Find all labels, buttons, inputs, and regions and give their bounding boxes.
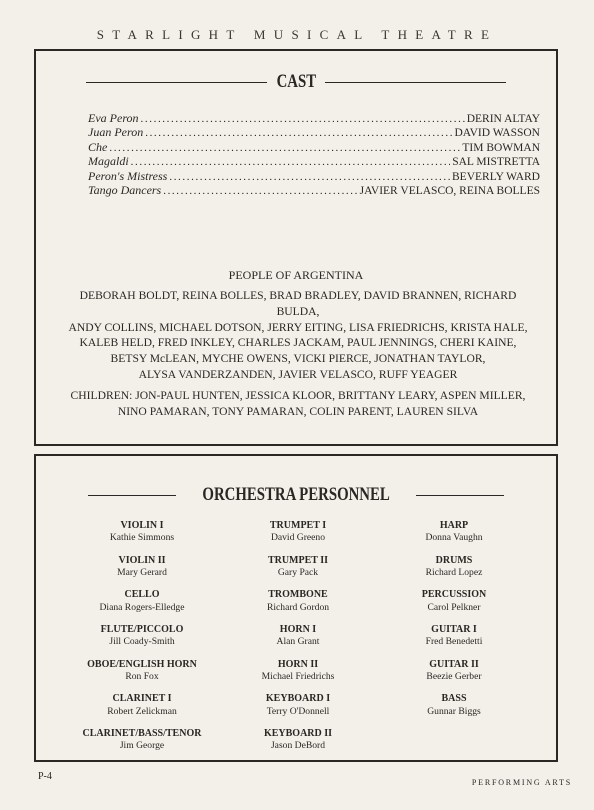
children-names bbox=[66, 388, 530, 420]
instrument-name: TRUMPET II bbox=[267, 554, 329, 566]
player-name: Donna Vaughn bbox=[425, 532, 483, 544]
instrument-name: CLARINET/BASS/TENOR bbox=[82, 728, 202, 740]
role-name: Juan Peron bbox=[88, 125, 144, 140]
instrument-entry bbox=[62, 589, 222, 614]
player-name: Jason DeBord bbox=[270, 740, 326, 752]
leader-dots bbox=[141, 112, 465, 126]
player-name: Jill Coady-Smith bbox=[109, 636, 175, 648]
instrument-entry bbox=[374, 589, 534, 614]
actor-name: JAVIER VELASCO, REINA BOLLES bbox=[359, 184, 540, 197]
orchestra-section bbox=[34, 454, 558, 762]
orchestra-title: ORCHESTRA PERSONNEL bbox=[202, 484, 390, 505]
instrument-name: KEYBOARD II bbox=[263, 728, 333, 740]
instrument-name: HORN I bbox=[279, 624, 317, 636]
actor-name: BEVERLY WARD bbox=[452, 170, 540, 183]
instrument-entry bbox=[374, 520, 534, 545]
player-name: Fred Benedetti bbox=[425, 636, 483, 648]
instrument-entry bbox=[62, 555, 222, 580]
player-name: Ron Fox bbox=[125, 671, 159, 683]
role-row bbox=[88, 111, 540, 125]
instrument-name: DRUMS bbox=[435, 554, 473, 566]
instrument-entry bbox=[218, 728, 378, 753]
player-name: Kathie Simmons bbox=[109, 532, 175, 544]
instrument-name: HORN II bbox=[277, 658, 319, 670]
instrument-entry bbox=[218, 520, 378, 545]
player-name: Richard Gordon bbox=[266, 601, 330, 613]
publication-name: PERFORMING ARTS bbox=[471, 778, 572, 787]
instrument-name: GUITAR I bbox=[431, 624, 477, 636]
instrument-entry bbox=[218, 624, 378, 649]
title-rule-right bbox=[325, 82, 506, 83]
player-name: Gunnar Biggs bbox=[427, 705, 481, 717]
instrument-name: CELLO bbox=[124, 589, 160, 601]
role-row bbox=[88, 169, 540, 183]
instrument-name: FLUTE/PICCOLO bbox=[100, 624, 184, 636]
instrument-name: OBOE/ENGLISH HORN bbox=[87, 658, 197, 670]
instrument-entry bbox=[62, 520, 222, 545]
instrument-entry bbox=[218, 555, 378, 580]
role-name: Eva Peron bbox=[88, 111, 139, 125]
instrument-name: KEYBOARD I bbox=[265, 693, 331, 705]
actor-name: DERIN ALTAY bbox=[466, 113, 540, 125]
instrument-name: TROMBONE bbox=[268, 589, 328, 601]
orchestra-column-1 bbox=[62, 520, 222, 763]
orchestra-column-2 bbox=[218, 520, 378, 763]
orchestra-column-3 bbox=[374, 520, 534, 728]
children-line: NINO PAMARAN, TONY PAMARAN, COLIN PARENT, LAUREN SILVA bbox=[117, 404, 479, 418]
instrument-name: VIOLIN II bbox=[118, 554, 166, 566]
title-rule-right bbox=[416, 495, 504, 496]
leader-dots bbox=[109, 141, 460, 155]
role-name: Tango Dancers bbox=[88, 182, 162, 197]
role-name: Che bbox=[88, 139, 108, 154]
instrument-name: CLARINET I bbox=[112, 693, 172, 705]
role-list bbox=[88, 111, 540, 197]
player-name: Robert Zelickman bbox=[107, 705, 177, 717]
title-rule-left bbox=[86, 82, 267, 83]
player-name: Mary Gerard bbox=[117, 566, 167, 578]
player-name: Richard Lopez bbox=[425, 566, 483, 578]
cast-title-row bbox=[86, 71, 506, 93]
actor-name: DAVID WASSON bbox=[454, 127, 540, 140]
cast-title: CAST bbox=[276, 71, 316, 92]
actor-name: SAL MISTRETTA bbox=[452, 156, 540, 169]
actor-name: TIM BOWMAN bbox=[462, 141, 540, 154]
leader-dots bbox=[163, 184, 357, 198]
people-line: BETSY McLEAN, MYCHE OWENS, VICKI PIERCE, JONATHAN TAYLOR, bbox=[110, 352, 486, 366]
instrument-entry bbox=[218, 589, 378, 614]
instrument-entry bbox=[218, 693, 378, 718]
instrument-name: PERCUSSION bbox=[421, 589, 487, 601]
player-name: Michael Friedrichs bbox=[261, 671, 335, 683]
people-names bbox=[66, 288, 530, 383]
people-line: ALYSA VANDERZANDEN, JAVIER VELASCO, RUFF YEAGER bbox=[138, 367, 458, 381]
player-name: Gary Pack bbox=[277, 566, 319, 578]
leader-dots bbox=[131, 155, 451, 169]
people-line: ANDY COLLINS, MICHAEL DOTSON, JERRY EITING, LISA FRIEDRICHS, KRISTA HALE, bbox=[68, 320, 528, 334]
cast-section bbox=[34, 49, 558, 446]
player-name: Terry O'Donnell bbox=[266, 705, 330, 717]
title-rule-left bbox=[88, 495, 176, 496]
player-name: Carol Pelkner bbox=[427, 601, 481, 613]
role-row bbox=[88, 154, 540, 168]
role-name: Magaldi bbox=[88, 154, 129, 169]
player-name: Alan Grant bbox=[276, 636, 320, 648]
instrument-name: VIOLIN I bbox=[120, 520, 164, 531]
page-number: P-4 bbox=[38, 771, 52, 782]
instrument-entry bbox=[374, 659, 534, 684]
role-row bbox=[88, 183, 540, 197]
player-name: Diana Rogers-Elledge bbox=[99, 601, 185, 613]
instrument-entry bbox=[62, 624, 222, 649]
player-name: Jim George bbox=[119, 740, 165, 752]
instrument-entry bbox=[62, 693, 222, 718]
player-name: David Greeno bbox=[270, 532, 326, 544]
people-heading: PEOPLE OF ARGENTINA bbox=[228, 268, 364, 282]
instrument-name: GUITAR II bbox=[429, 658, 479, 670]
instrument-entry bbox=[374, 555, 534, 580]
children-line: CHILDREN: JON-PAUL HUNTEN, JESSICA KLOOR, BRITTANY LEARY, ASPEN MILLER, bbox=[70, 389, 526, 402]
orchestra-title-row bbox=[88, 484, 504, 506]
role-row bbox=[88, 140, 540, 154]
instrument-entry bbox=[374, 693, 534, 718]
role-row bbox=[88, 125, 540, 139]
people-line: DEBORAH BOLDT, REINA BOLLES, BRAD BRADLEY, DAVID BRANNEN, RICHARD BULDA, bbox=[79, 289, 517, 318]
instrument-entry bbox=[374, 624, 534, 649]
instrument-entry bbox=[62, 659, 222, 684]
leader-dots bbox=[145, 126, 452, 140]
player-name: Beezie Gerber bbox=[426, 671, 482, 683]
leader-dots bbox=[169, 170, 450, 184]
role-name: Peron's Mistress bbox=[88, 168, 168, 183]
instrument-entry bbox=[218, 659, 378, 684]
instrument-name: TRUMPET I bbox=[269, 520, 327, 531]
people-line: KALEB HELD, FRED INKLEY, CHARLES JACKAM, PAUL JENNINGS, CHERI KAINE, bbox=[79, 336, 517, 350]
running-header: STARLIGHT MUSICAL THEATRE bbox=[96, 27, 498, 42]
instrument-name: BASS bbox=[441, 693, 467, 705]
instrument-name: HARP bbox=[439, 520, 469, 531]
instrument-entry bbox=[62, 728, 222, 753]
